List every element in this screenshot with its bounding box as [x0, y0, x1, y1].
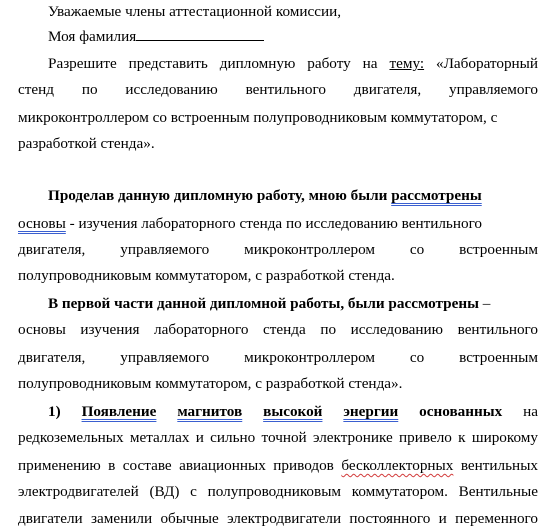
p4-line-2: редкоземельных металлах и сильно точной электронике привело к широкому — [18, 429, 538, 446]
p1-line-3: микроконтроллером со встроенным полупроводниковым коммутатором, с — [18, 109, 498, 126]
spellcheck-word: бесколлекторных — [341, 457, 454, 474]
p4-line-4: электродвигателей (ВД) с полупроводниковым коммутатором. Вентильные — [18, 483, 538, 500]
p4-line-5: двигатели заменили обычные электродвигатели постоянного и переменного — [18, 510, 538, 527]
p3-line-1: В первой части данной дипломной работы, были рассмотрены – — [48, 295, 491, 312]
topic-word: тему: — [389, 55, 425, 72]
p2-line-1: Проделав данную дипломную работу, мною были рассмотрены — [48, 187, 482, 204]
p3-line-4: полупроводниковым коммутатором, с разработкой стенда». — [18, 375, 403, 392]
p4-line-1: 1) Появление магнитов высокой энергии основанных на — [48, 403, 538, 420]
p4-line-3: применению в составе авиационных приводов бесколлекторных вентильных — [18, 457, 538, 474]
greeting-line: Уважаемые члены аттестационной комиссии, — [48, 3, 342, 20]
name-line: Моя фамилия — [48, 24, 538, 48]
p2-line-2: основы - изучения лабораторного стенда по исследованию вентильного — [18, 215, 483, 232]
p2-line-3: двигателя, управляемого микроконтроллером со встроенным — [18, 241, 538, 258]
name-blank — [136, 24, 264, 41]
reviewed-word: рассмотрены — [391, 187, 482, 204]
p3-line-2: основы изучения лабораторного стенда по исследованию вентильного — [18, 321, 538, 338]
p1-line-1: Разрешите представить дипломную работу на тему: «Лабораторный — [48, 55, 538, 72]
p3-line-3: двигателя, управляемого микроконтроллером со встроенным — [18, 349, 538, 366]
p1-line-2: стенд по исследованию вентильного двигателя, управляемого — [18, 81, 538, 98]
basics-word: основы — [18, 215, 66, 232]
p2-line-4: полупроводниковым коммутатором, с разработкой стенда. — [18, 267, 395, 284]
p1-line-4: разработкой стенда». — [18, 135, 155, 152]
